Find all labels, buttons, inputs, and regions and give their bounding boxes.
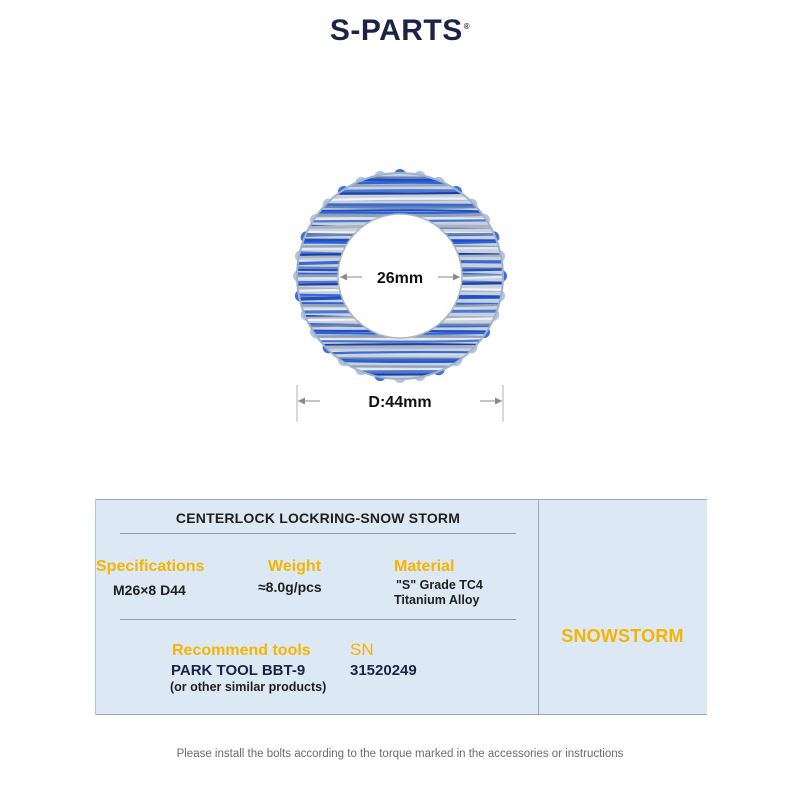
tools-label: Recommend tools (172, 642, 311, 659)
inner-diameter-label: 26mm (376, 270, 424, 287)
ring-marble-stripe (280, 192, 520, 195)
registered-mark: ® (463, 22, 471, 31)
title-rule (120, 533, 516, 534)
edition-name: SNOWSTORM (561, 626, 684, 646)
ring-marble-stripe (280, 311, 520, 312)
install-note: Please install the bolts according to the torque marked in the accessories or instructions (176, 748, 624, 760)
ring-marble-stripe (280, 387, 520, 389)
ring-marble-stripe (280, 374, 520, 375)
sn-label: SN (350, 640, 374, 659)
ring-marble-stripe (280, 191, 520, 192)
outer-diameter-label: D:44mm (368, 394, 432, 411)
ring-marble-stripe (280, 366, 520, 367)
specifications-value: M26×8 D44 (113, 582, 186, 598)
ring-marble-stripe (280, 346, 520, 348)
ring-marble-stripe (280, 240, 520, 241)
ring-marble-stripe (280, 248, 520, 249)
weight-value: ≈8.0g/pcs (258, 579, 322, 595)
specifications-label: Specifications (96, 558, 205, 575)
brand-logo (0, 14, 800, 48)
material-value-line1: "S" Grade TC4 (396, 578, 483, 592)
ring-marble-stripe (280, 185, 520, 186)
weight-label: Weight (268, 558, 322, 575)
ring-marble-stripe (280, 226, 520, 228)
material-label: Material (394, 558, 455, 575)
spec-card-title: CENTERLOCK LOCKRING-SNOW STORM (175, 510, 461, 526)
ring-marble-stripe (280, 177, 520, 178)
lockring-image (280, 160, 520, 430)
tools-value: PARK TOOL BBT-9 (171, 662, 306, 679)
outer-arrowhead-right (495, 398, 502, 405)
brand-name: S-PARTS (329, 14, 463, 47)
outer-arrowhead-left (298, 398, 305, 405)
middle-rule (120, 619, 516, 620)
inner-arrowhead-left (340, 274, 347, 281)
material-value-line2: Titanium Alloy (394, 593, 480, 607)
spec-card-divider (538, 499, 539, 715)
ring-marble-stripe (280, 332, 520, 334)
ring-marble-stripe (280, 303, 520, 304)
tools-note: (or other similar products) (170, 680, 327, 694)
ring-marble-stripe (280, 388, 520, 390)
sn-value: 31520249 (350, 662, 417, 679)
inner-arrowhead-right (453, 274, 460, 281)
ring-marble-stripe (280, 204, 520, 206)
